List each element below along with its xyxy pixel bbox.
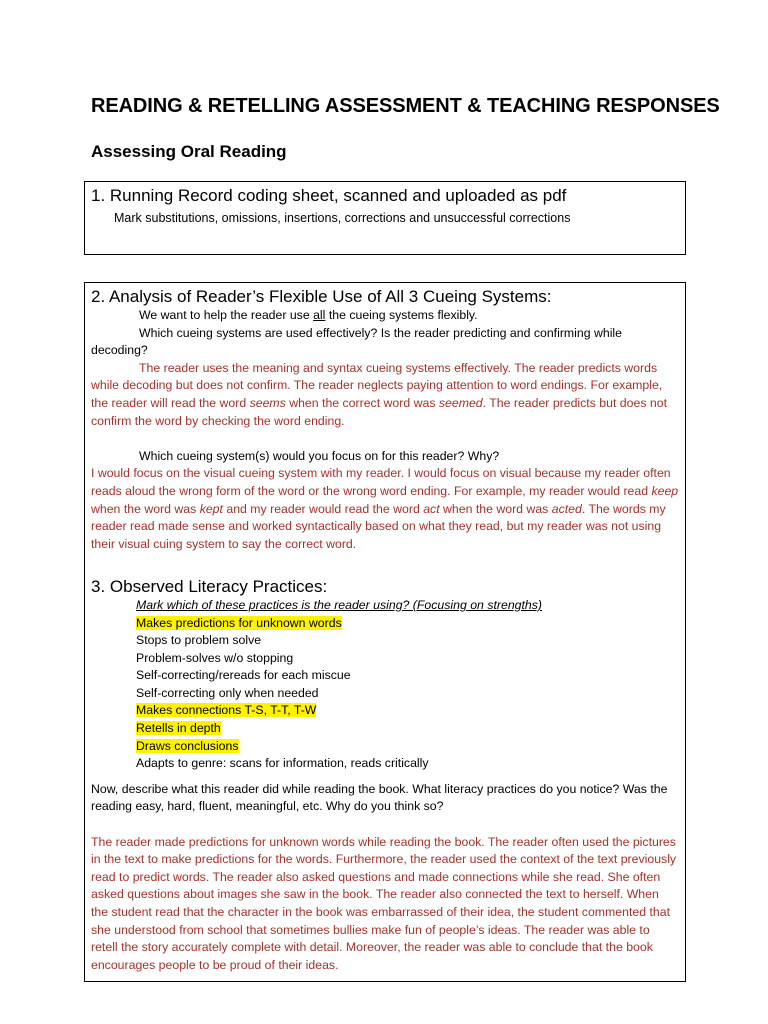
practice-item: Makes connections T-S, T-T, T-W [136,703,317,718]
running-record-heading: 1. Running Record coding sheet, scanned and uploaded as pdf [91,186,567,205]
practice-item: Retells in depth [136,721,221,736]
cueing-systems-heading: 2. Analysis of Reader’s Flexible Use of All 3 Cueing Systems: [91,287,552,306]
practices-prompt: Now, describe what this reader did while reading the book. What literacy practices do you notice? Was the reading easy, hard, fluent, meaningful, etc. Why do you think so? [91,781,668,814]
practice-item: Self-correcting/rereads for each miscue [136,668,351,683]
literacy-practices-heading: 3. Observed Literacy Practices: [91,576,328,596]
document-title: READING & RETELLING ASSESSMENT & TEACHING RESPONSES [91,95,720,117]
analysis-box [84,282,686,982]
cueing-answer-1: The reader uses the meaning and syntax cueing systems effectively. The reader predicts words while decoding but does not confirm. The reader neglects paying attention to word endings. For example, the reader will read the word seems when the correct word was seemed. The reader predicts but does not confirm the word by checking the word ending. [91,360,667,428]
literacy-practices-list [91,597,679,773]
cueing-intro: We want to help the reader use all the cueing systems flexibly. [139,308,478,322]
practice-item: Self-correcting only when needed [136,685,319,700]
practice-item: Stops to problem solve [136,633,262,648]
practice-item: Problem-solves w/o stopping [136,650,294,665]
running-record-instruction: Mark substitutions, omissions, insertions, corrections and unsuccessful corrections [114,211,571,225]
practice-item: Adapts to genre: scans for information, reads critically [136,756,429,771]
running-record-box [84,181,686,255]
cueing-question-1: Which cueing systems are used effectively? Is the reader predicting and confirming while decoding? [91,325,623,358]
practices-instruction: Mark which of these practices is the reader using? (Focusing on strengths) [136,597,542,612]
practice-item: Makes predictions for unknown words [136,615,342,630]
cueing-question-2: Which cueing system(s) would you focus on for this reader? Why? [139,448,500,463]
practice-item: Draws conclusions [136,738,239,753]
practices-response: The reader made predictions for unknown words while reading the book. The reader often used the pictures in the text to make predictions for the words. Furthermore, the reader used the context of the text previously read to predict words. The reader also asked questions and made connections while she read. She often asked questions about images she saw in the book. The reader also connected the text to herself. When the student read that the character in the book was embarrassed of their idea, the student commented that she understood from school that sometimes bullies make fun of people’s ideas. The reader was able to retell the story accurately complete with detail. Moreover, the reader was able to conclude that the book encourages people to be proud of their ideas. [91,834,677,972]
section-subtitle: Assessing Oral Reading [91,142,287,161]
cueing-answer-2: I would focus on the visual cueing system with my reader. I would focus on visual because my reader often reads aloud the wrong form of the word or the wrong word ending. For example, my reader would read keep when the word was kept and my reader would read the word act when the word was acted. The words my reader read made sense and worked syntactically based on what they read, but my reader was not using their visual cuing system to say the correct word. [91,466,679,551]
